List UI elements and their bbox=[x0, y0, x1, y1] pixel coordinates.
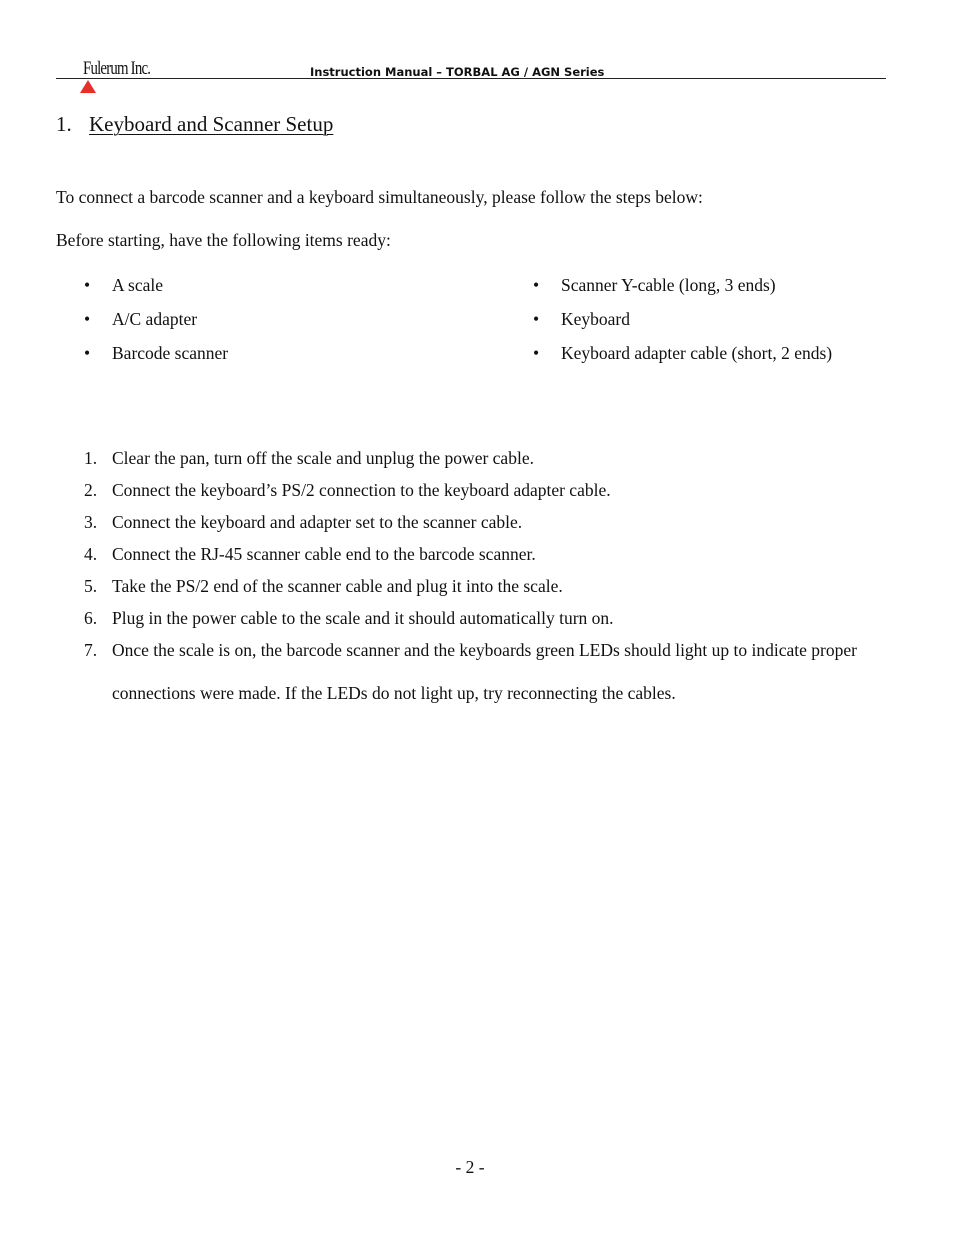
header-title: Instruction Manual – TORBAL AG / AGN Series bbox=[310, 65, 605, 79]
step-number: 4. bbox=[84, 544, 98, 564]
step-text: Clear the pan, turn off the scale and unplug the power cable. bbox=[112, 448, 534, 468]
steps-list bbox=[84, 437, 874, 715]
step-item bbox=[84, 629, 874, 715]
step-text: Connect the keyboard and adapter set to the scanner cable. bbox=[112, 512, 523, 532]
step-text: Take the PS/2 end of the scanner cable and plug it into the scale. bbox=[112, 576, 563, 596]
items-list-left bbox=[84, 274, 228, 376]
list-item bbox=[84, 308, 228, 342]
section-number: 1. bbox=[56, 112, 72, 136]
bullet-icon: • bbox=[533, 343, 540, 363]
list-item-label: Keyboard adapter cable (short, 2 ends) bbox=[561, 343, 833, 363]
list-item-label: A/C adapter bbox=[112, 309, 198, 329]
bullet-icon: • bbox=[84, 309, 91, 329]
list-item-label: Scanner Y-cable (long, 3 ends) bbox=[561, 275, 776, 295]
items-intro-paragraph: Before starting, have the following items ready: bbox=[56, 230, 391, 250]
header-divider bbox=[56, 78, 886, 79]
list-item bbox=[533, 308, 832, 342]
bullet-icon: • bbox=[533, 309, 540, 329]
section-title: Keyboard and Scanner Setup bbox=[89, 112, 334, 136]
step-number: 2. bbox=[84, 480, 98, 500]
page-header bbox=[56, 56, 886, 96]
list-item bbox=[533, 342, 832, 376]
step-number: 7. bbox=[84, 640, 98, 660]
step-number: 6. bbox=[84, 608, 98, 628]
bullet-icon: • bbox=[84, 343, 91, 363]
list-item-label: A scale bbox=[112, 275, 164, 295]
page-number: - 2 - bbox=[455, 1157, 485, 1177]
bullet-icon: • bbox=[84, 275, 91, 295]
step-number: 3. bbox=[84, 512, 98, 532]
step-text: Once the scale is on, the barcode scanner and the keyboards green LEDs should light up to indicate proper connections were made. If the LEDs do not light up, try reconnecting the cables. bbox=[112, 640, 857, 703]
bullet-icon: • bbox=[533, 275, 540, 295]
step-text: Connect the RJ-45 scanner cable end to the barcode scanner. bbox=[112, 544, 536, 564]
list-item bbox=[84, 342, 228, 376]
step-text: Connect the keyboard’s PS/2 connection to the keyboard adapter cable. bbox=[112, 480, 611, 500]
company-logo: Fulerum Inc. bbox=[83, 58, 151, 79]
intro-paragraph: To connect a barcode scanner and a keyboard simultaneously, please follow the steps below: bbox=[56, 187, 703, 207]
section-heading bbox=[56, 112, 333, 137]
logo-triangle-icon bbox=[80, 80, 96, 93]
step-number: 1. bbox=[84, 448, 98, 468]
step-number: 5. bbox=[84, 576, 98, 596]
list-item bbox=[533, 274, 832, 308]
list-item bbox=[84, 274, 228, 308]
step-text: Plug in the power cable to the scale and it should automatically turn on. bbox=[112, 608, 614, 628]
list-item-label: Keyboard bbox=[561, 309, 631, 329]
list-item-label: Barcode scanner bbox=[112, 343, 229, 363]
items-list-right bbox=[533, 274, 832, 376]
